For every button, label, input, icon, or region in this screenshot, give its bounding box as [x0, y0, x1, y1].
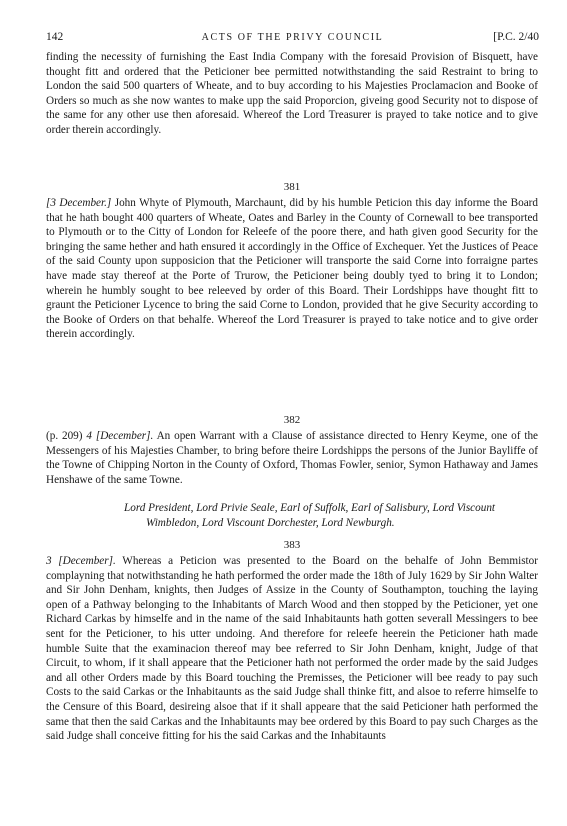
- entry-382-text: An open Warrant with a Clause of assistance directed to Henry Keyme, one of the Messengers of his Majesties Chamber, to bring before theire Lordshipps the persons of the Junior Bayliffe of the Towne of Chipping Norton in the County of Oxford, Thomas Fowler, senior, Symon Hathaway and James Henshawe of the same Towne.: [46, 430, 539, 486]
- entry-number-382: 382: [283, 414, 301, 426]
- entry-382-page-ref: (p. 209): [46, 430, 83, 442]
- entry-number-381: 381: [283, 181, 301, 193]
- continuation-paragraph: [46, 50, 538, 138]
- entry-383-text: Whereas a Peticion was presented to the Board on the behalfe of John Bemmistor complayning that notwithstanding he hath performed the order made the 18th of July 1629 by Sir John Walter and Sir John Denham, knights, then Judges of Assize in the County of Southampton, touching the laying open of a Pathway belonging to the Inhabitants of March Wood and then stopped by the Peticioner, yet one Richard Carkas by himselfe and in the name of the said Inhabitaunts hath gotten severall Messingers to bee sent for the Peticioner, to his utter undoing. And therefore for releefe heerein the Peticioner hath made humble Suite that the examinacion thereof may bee referred to Sir John Denham, knight, Judge of that Circuit, to whom, if it shall appeare that the Peticioner hath not performed the order made by the said Judges and all other Orders made by this Board touching the Premisses, the Peticioner will bee ready to pay such Costs to the said Carkas or the Inhabitaunts as the said Judge shall thinke fitt, and alsoe to referre himselfe to the Censure of this Board, desireing alsoe that if it shall appeare that the said Peticioner hath performed the same that then the said Carkas and the Inhabitaunts may bee ordered by this Board to pay such Charges as the said Judge shall conceive fitting for his the said Carkas and the Inhabitaunts: [46, 555, 538, 743]
- entry-382-signatories: [124, 501, 524, 530]
- entry-number-383: 383: [283, 539, 301, 551]
- entry-381: [46, 196, 538, 342]
- entry-381-paragraph: [46, 196, 538, 342]
- entry-382-date: 4 [December].: [86, 430, 154, 442]
- entry-381-date: [3 December.]: [46, 197, 112, 209]
- entry-383-paragraph: [46, 554, 538, 744]
- page-number: 142: [46, 31, 64, 43]
- signatories-line-2: Wimbledon, Lord Viscount Dorchester, Lord Newburgh.: [146, 516, 395, 529]
- entry-382: [46, 429, 538, 487]
- signatories-line-1: Lord President, Lord Privie Seale, Earl of Suffolk, Earl of Salisbury, Lord Viscount: [124, 502, 496, 514]
- entry-383-date: 3 [December].: [46, 555, 116, 567]
- running-header: [46, 30, 539, 46]
- continuation-text: finding the necessity of furnishing the East India Company with the foresaid Provision of Bisquett, have thought fitt and ordered that the Peticioner bee permitted notwithstanding the said Restraint to bring to London the said 500 quarters of Wheate, and to buy according to his Majesties Proclamacion and Booke of Orders so much as she now wantes to make upp the said Proporcion, giveing good Security not to dispose of the same for any other use then aforesaid. Whereof the Lord Treasurer is prayed to take notice and to give order therein accordingly.: [46, 51, 538, 136]
- entry-382-paragraph: [46, 429, 538, 487]
- running-title: ACTS OF THE PRIVY COUNCIL: [201, 32, 384, 43]
- record-reference: [P.C. 2/40: [493, 31, 539, 43]
- entry-383: [46, 554, 538, 744]
- entry-381-text: John Whyte of Plymouth, Marchaunt, did by his humble Peticion this day informe the Board that he hath bought 400 quarters of Wheate, Oates and Barley in the County of Cornewall to bee transported to Plymouth or to the Citty of London for Releefe of the poore there, and hath given good Security for the bringing the same hether and hath ensured it accordingly in the Office of Exchequer. Yet the Justices of Peace of the said County upon supposicion that the Peticioner will transporte the said Corne into forraigne partes have made stay thereof at the Porte of Trurow, the Peticioner being doubly tyed to bring it to London; wherein he humbly sought to bee releeved by order of this Board. Their Lordshipps have thought fitt to graunt the Peticioner Lycence to bring the said Corne to London, provided that he give Security according to the Booke of Orders on that behalfe. Whereof the Lord Treasurer is prayed to take notice and to give order therein accordingly.: [46, 197, 538, 341]
